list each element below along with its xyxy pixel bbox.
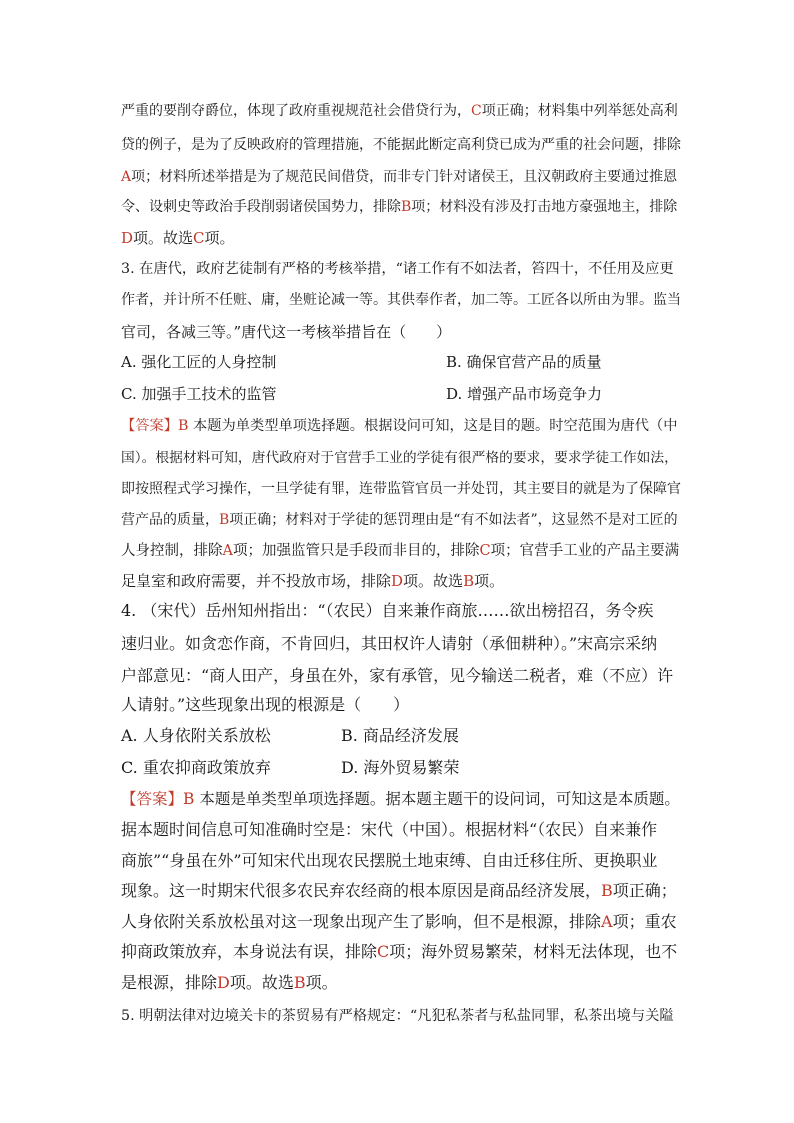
q4-option-d: D. 海外贸易繁荣 — [341, 758, 460, 777]
answer-tag: 【答案】 — [121, 790, 184, 808]
q3-answer-line-6: 足皇室和政府需要，并不投放市场，排除D项。故选B项。 — [121, 572, 505, 590]
prev-answer-line-1: 严重的要削夺爵位，体现了政府重视规范社会借贷行为，C项正确；材料集中列举惩处高利 — [121, 103, 678, 119]
q4-option-b: B. 商品经济发展 — [341, 726, 459, 745]
q3-option-b: B. 确保官营产品的质量 — [446, 353, 602, 371]
prev-answer-line-5: D项。故选C项。 — [121, 229, 235, 247]
q3-answer-line-2: 国）。根据材料可知，唐代政府对于官营手工业的学徒有很严格的要求，要求学徒工作如法， — [121, 450, 678, 466]
q3-stem-line-3: 官司，各减三等。”唐代这一考核举措旨在（ ） — [121, 323, 452, 341]
q4-stem-line-3: 户部意见：“商人田产，身虽在外，家有承管，见今输送二税者，难（不应）许 — [121, 666, 674, 685]
q4-answer-line-6: 抑商政策放弃，本身说法有误，排除C项；海外贸易繁荣，材料无法体现，也不 — [121, 942, 678, 961]
prev-answer-line-2: 贷的例子，是为了反映政府的管理措施，不能据此断定高利贷已成为严重的社会问题，排除 — [121, 137, 681, 153]
q3-option-d: D. 增强产品市场竞争力 — [446, 385, 603, 403]
q4-answer-line-7: 是根源，排除D项。故选B项。 — [121, 973, 338, 992]
q4-option-a: A. 人身依附关系放松 — [121, 726, 271, 745]
q4-answer-line-4: 现象。这一时期宋代很多农民弃农经商的根本原因是商品经济发展，B项正确； — [121, 881, 677, 900]
q3-stem-line-2: 作者，并计所不任赃、庸，坐赃论减一等。其供奉作者，加二等。工匠各以所由为罪。监当 — [121, 292, 681, 308]
q4-stem-line-4: 人请射。”这些现象出现的根源是（ ） — [121, 695, 410, 714]
q4-answer-line-3: 商旅”“身虽在外”可知宋代出现农民摆脱土地束缚、自由迁移住所、更换职业 — [121, 851, 658, 870]
q3-answer-line-5: 人身控制，排除A项；加强监管只是手段而非目的，排除C项；官营手工业的产品主要满 — [121, 543, 680, 559]
q4-answer-line-5: 人身依附关系放松虽对这一现象出现产生了影响，但不是根源，排除A项；重农 — [121, 912, 677, 931]
q3-answer-line-4: 营产品的质量，B项正确；材料对于学徒的惩罚理由是“有不如法者”，这显然不是对工匠的 — [121, 512, 678, 528]
prev-answer-line-4: 令、设刺史等政治手段削弱诸侯国势力，排除B项；材料没有涉及打击地方豪强地主，排除 — [121, 199, 678, 215]
answer-tag: 【答案】 — [121, 418, 179, 434]
prev-answer-line-3: A项；材料所述举措是为了规范民间借贷，而非专门针对诸侯王，且汉朝政府主要通过推恩 — [121, 169, 678, 185]
q3-option-c: C. 加强手工技术的监管 — [121, 385, 277, 403]
q4-answer-line-2: 据本题时间信息可知准确时空是：宋代（中国）。根据材料“（农民）自来兼作 — [121, 820, 658, 839]
q4-answer-line-1: 【答案】B 本题是单类型单项选择题。据本题主题干的设问词，可知这是本质题。 — [121, 790, 680, 808]
q3-stem-line-1: 3. 在唐代，政府艺徒制有严格的考核举措，“诸工作有不如法者，笞四十，不任用及应更 — [121, 261, 674, 277]
q5-stem-line-1: 5. 明朝法律对边境关卡的茶贸易有严格规定：“凡犯私茶者与私盐同罪，私茶出境与关隘 — [121, 1008, 674, 1024]
q3-answer-line-1: 【答案】B 本题为单类型单项选择题。根据设问可知，这是目的题。时空范围为唐代（中 — [121, 418, 678, 434]
q4-stem-line-2: 速归业。如贪恋作商，不肯回归，其田权许人请射（承佃耕种）。”宋高宗采纳 — [121, 634, 658, 653]
q4-option-c: C. 重农抑商政策放弃 — [121, 758, 271, 777]
q3-answer-line-3: 即按照程式学习操作，一旦学徒有罪，连带监管官员一并处罚，其主要目的就是为了保障官 — [121, 481, 681, 497]
q3-option-a: A. 强化工匠的人身控制 — [121, 353, 277, 371]
q4-stem-line-1: 4. （宋代）岳州知州指出：“（农民）自来兼作商旅……欲出榜招召，务令疾 — [121, 601, 654, 620]
